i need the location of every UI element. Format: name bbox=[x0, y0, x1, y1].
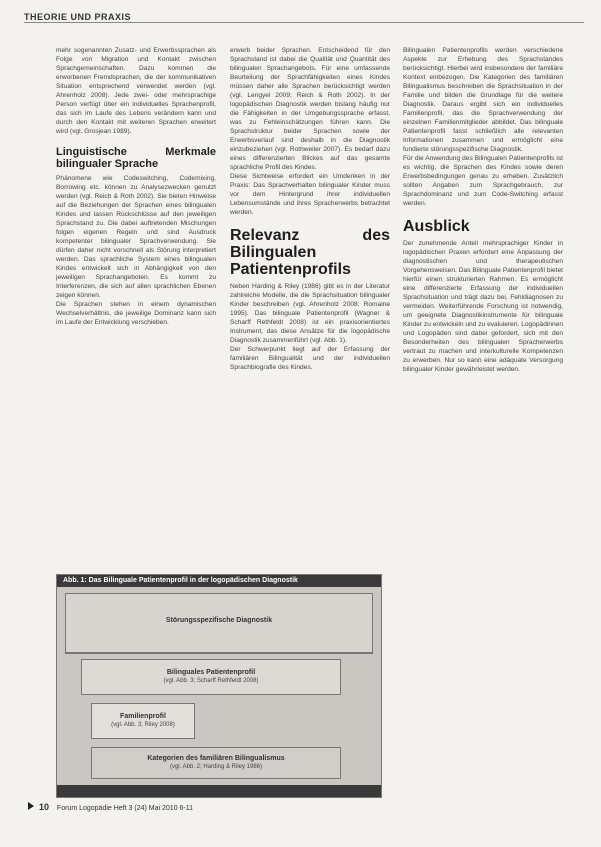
box-family-profile-citation: (vgl. Abb. 3; Riley 2008) bbox=[111, 722, 175, 728]
journal-name: Forum Logopädie bbox=[56, 805, 112, 812]
box-family-profile-title: Familienprofil bbox=[120, 713, 166, 720]
page-range: 6-11 bbox=[179, 805, 194, 812]
box-family-profile bbox=[91, 703, 195, 739]
arrow-icon bbox=[28, 802, 34, 810]
section-header: THEORIE UND PRAXIS bbox=[24, 12, 132, 22]
col3-paragraph-3: Der zunehmende Anteil mehrsprachiger Kinder in logopädischen Praxen erfordert eine Anpassung der diagnostischen und therapeutischen Vorgehensweisen. Das Bilinguale Patientenprofil bietet hierfür einen strukturierten Rahmen. Es ermöglicht eine differenzierte Erfassung der individuellen Sprachsituation und trägt dazu bei, Fehldiagnosen zu vermeiden. Weiterführende Forschung ist notwendig, um geeignete Diagnostikinstrumente für bilinguale Kinder zu entwickeln und zu evaluieren. Logopädinnen und Logopäden sind dabei gefordert, sich mit den Besonderheiten des bilingualen Spracherwerbs vertraut zu machen und interkulturelle Kompetenzen zu erwerben. Nur so kann eine adäquate Versorgung bilingualer Kinder gewährleistet werden. bbox=[403, 240, 563, 373]
figure-bottom-bar bbox=[57, 785, 381, 797]
col3-paragraph-2: Für die Anwendung des Bilingualen Patientenprofils ist es wichtig, die Sprachen des Kindes sowie deren Erwerbsbedingungen genau zu erheben. Zusätzlich sollten Angaben zum Sprachgebrauch, zur Sprachdominanz und zum Code-Switching erfasst werden. bbox=[403, 155, 563, 207]
col2-paragraph-3: Neben Harding & Riley (1986) gibt es in der Literatur zahlreiche Modelle, die die Sprachsituation bilingualer Kinder beschreiben (vgl. Ahrenholz 2008; Romaine 1995). Das bilinguale Patientenprofil (Wagner & Scharff Rethfeldt 2008) ist ein praxisorientiertes Instrument, das diese Ansätze für die logopädische Diagnostik zusammenführt (vgl. Abb. 1). bbox=[230, 283, 390, 344]
column-3 bbox=[403, 46, 563, 374]
col1-paragraph-1: mehr sogenannten Zusatz- und Erwerbssprachen als Folge von Migration und Kontakt zwischen Sprachgemeinschaften. Dazu kommen die erworbenen Fremdsprachen, die der kommunikativen Situation entsprechend verwendet werden (vgl. Ahrenholz 2008). Jede zwei- oder mehrsprachige Person verfügt über ein individuelles Sprachenprofil, das sich im Laufe des Lebens verändern kann und durch den Kontakt mit weiteren Sprachen erweitert wird (vgl. Grosjean 1989). bbox=[56, 47, 216, 135]
page-number: 10 bbox=[38, 802, 49, 812]
figure-title: Abb. 1: Das Bilinguale Patientenprofil in der logopädischen Diagnostik bbox=[57, 575, 381, 587]
box-family-bilingualism-title: Kategorien des familiären Bilingualismus bbox=[147, 755, 285, 762]
col1-paragraph-2: Phänomene wie Codeswitching, Codemixing, Borrowing etc. können zu Analysezwecken genutzt werden (vgl. Reich & Roth 2002). Sie bieten Hinweise auf die Beziehungen der Sprachen eines bilingualen Kindes und lassen Rückschlüsse auf den jeweiligen Sprachstand zu. Die dabei auftretenden Mischungen folgen eigenen Regeln und sind Ausdruck kompetenter bilingualer Sprachverwendung. Sie dürfen daher nicht vorschnell als Störung interpretiert werden. Das sprachliche System eines bilingualen Kindes entwickelt sich in Abhängigkeit von den jeweiligen Sprachangeboten. Es kommt zu Interferenzen, die sich auf allen sprachlichen Ebenen zeigen können. bbox=[56, 175, 216, 299]
box-bilingual-profile-citation: (vgl. Abb. 3; Scharff Rethfeldt 2008) bbox=[163, 678, 259, 684]
col2-paragraph-2: Diese Sichtweise erfordert ein Umdenken in der Praxis: Das Sprachverhalten bilingualer Kinder muss vor dem Hintergrund ihrer individuellen Lebensumstände und ihres Spracherwerbs betrachtet werden. bbox=[230, 173, 390, 216]
box-disorder-diagnostics bbox=[65, 593, 373, 653]
box-bilingual-profile-title: Bilinguales Patientenprofil bbox=[166, 669, 256, 676]
heading-relevance: Relevanz des Bilingualen Patientenprofils bbox=[230, 227, 390, 278]
issue-info: Heft 3 (24) bbox=[113, 805, 147, 812]
col1-paragraph-3: Die Sprachen stehen in einem dynamischen Wechselverhältnis, die jeweilige Dominanz kann sich im Laufe der Entwicklung verschieben. bbox=[56, 301, 216, 326]
column-2 bbox=[230, 46, 390, 372]
box-family-bilingualism-citation: (vgl. Abb. 2; Harding & Riley 1986) bbox=[169, 764, 263, 770]
heading-linguistic-features: Linguistische Merkmale bilingualer Sprache bbox=[56, 146, 216, 170]
box-bilingual-profile bbox=[81, 659, 341, 695]
page-footer bbox=[28, 802, 193, 812]
figure-1 bbox=[56, 574, 382, 798]
col2-paragraph-4: Der Schwerpunkt liegt auf der Erfassung der familiären Bilingualität und der individuellen Sprachbiografie des Kindes. bbox=[230, 346, 390, 371]
heading-outlook: Ausblick bbox=[403, 218, 470, 235]
issue-date: Mai 2010 bbox=[148, 805, 178, 812]
header-rule bbox=[24, 22, 584, 23]
col2-paragraph-1: erwerb beider Sprachen. Entscheidend für den Sprachstand ist dabei die Qualität und Quantität des bilingualen Sprachangebots. Für eine umfassende Beurteilung der Sprachfähigkeiten eines Kindes müssen daher alle Sprachen berücksichtigt werden (vgl. Lengyel 2009; Reich & Roth 2002). In der logopädischen Diagnostik werden bislang häufig nur die Fähigkeiten in der Umgebungssprache erfasst, was zu Fehleinschätzungen führen kann. Die Sprachstruktur beider Sprachen sowie der Erwerbsverlauf sind deshalb in die Diagnostik einzubeziehen (vgl. Rothweiler 2007). Es bedarf dazu eines differenzierten Blickes auf das gesamte sprachliche Profil des Kindes. bbox=[230, 47, 390, 171]
divider-line bbox=[65, 653, 373, 654]
box-family-bilingualism bbox=[91, 747, 341, 779]
column-1 bbox=[56, 46, 216, 327]
box-disorder-diagnostics-label: Störungsspezifische Diagnostik bbox=[165, 617, 273, 624]
col3-paragraph-1: Bilingualen Patientenprofils werden verschiedene Aspekte zur Erhebung des Sprachstandes berücksichtigt. Hierbei wird insbesondere der familiäre Kontext einbezogen. Die Kategorien des familiären Bilingualismus beschreiben die Sprachsituation in der Familie und bilden die Grundlage für die weitere Diagnostik. Daraus ergibt sich ein individuelles Familienprofil, das die Sprachverwendung der einzelnen Familienmitglieder abbildet. Das bilinguale Patientenprofil fasst schließlich alle relevanten Informationen zusammen und ermöglicht eine fundierte störungsspezifische Diagnostik. bbox=[403, 47, 563, 153]
